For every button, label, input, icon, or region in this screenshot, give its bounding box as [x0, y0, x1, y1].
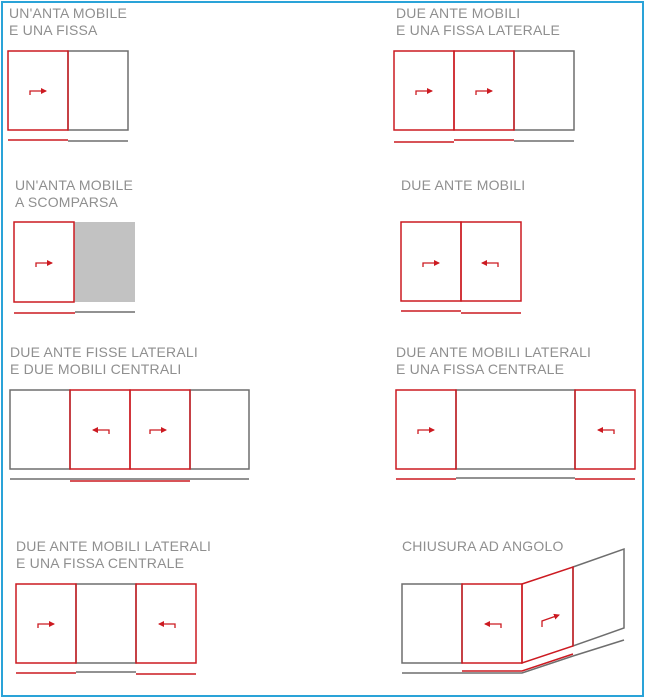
arrow-left-icon	[93, 430, 109, 434]
config-label-one-mobile-one-fixed: UN'ANTA MOBILE E UNA FISSA	[9, 5, 128, 38]
config-label-corner-closure: CHIUSURA AD ANGOLO	[402, 538, 564, 554]
arrow-right-icon	[36, 263, 52, 267]
config-two-mobile-one-fixed-side	[394, 51, 574, 142]
arrow-right-icon	[38, 624, 54, 628]
config-two-mobile-side-one-fixed-center-b	[16, 584, 196, 674]
fixed-panel	[76, 584, 136, 663]
mobile-panel	[14, 222, 74, 302]
config-label-two-fixed-side-two-mobile-center: DUE ANTE FISSE LATERALI E DUE MOBILI CENTRALI	[10, 344, 198, 377]
mobile-panel	[461, 222, 521, 301]
fixed-panel	[514, 51, 574, 130]
arrow-right-icon	[476, 91, 492, 95]
config-label-one-mobile-pocket: UN'ANTA MOBILE A SCOMPARSA	[15, 177, 134, 210]
config-label-two-mobile-one-fixed-side: DUE ANTE MOBILI E UNA FISSA LATERALE	[396, 5, 561, 38]
fixed-panel	[68, 51, 128, 130]
config-label-two-mobile-side-one-fixed-center-a: DUE ANTE MOBILI LATERALI E UNA FISSA CENTRALE	[396, 344, 592, 377]
config-two-fixed-side-two-mobile-center	[10, 390, 249, 481]
config-one-mobile-one-fixed	[8, 51, 128, 141]
track-fixed	[402, 640, 624, 673]
fixed-panel	[190, 390, 249, 469]
arrow-angled-icon	[542, 615, 559, 627]
config-label-two-mobile-side-one-fixed-center-b: DUE ANTE MOBILI LATERALI E UNA FISSA CENTRALE	[16, 538, 212, 571]
pocket-panel	[74, 222, 135, 302]
config-one-mobile-pocket	[14, 222, 135, 313]
arrow-left-icon	[598, 430, 614, 434]
fixed-panel	[402, 584, 462, 663]
arrow-left-icon	[482, 263, 498, 267]
arrow-left-icon	[159, 624, 175, 628]
arrow-left-icon	[485, 624, 501, 628]
arrow-right-icon	[418, 430, 434, 434]
arrow-right-icon	[30, 91, 46, 95]
arrow-right-icon	[416, 91, 432, 95]
mobile-angled-panel	[522, 567, 573, 663]
mobile-panel	[401, 222, 461, 301]
config-label-two-mobile: DUE ANTE MOBILI	[401, 177, 526, 193]
config-two-mobile-side-one-fixed-center-a	[396, 390, 635, 479]
fixed-panel	[456, 390, 575, 469]
fixed-panel	[10, 390, 70, 469]
fixed-angled-panel	[573, 549, 624, 646]
config-corner-closure	[402, 549, 624, 673]
config-two-mobile	[401, 222, 521, 313]
arrow-right-icon	[150, 430, 166, 434]
arrow-right-icon	[423, 263, 439, 267]
